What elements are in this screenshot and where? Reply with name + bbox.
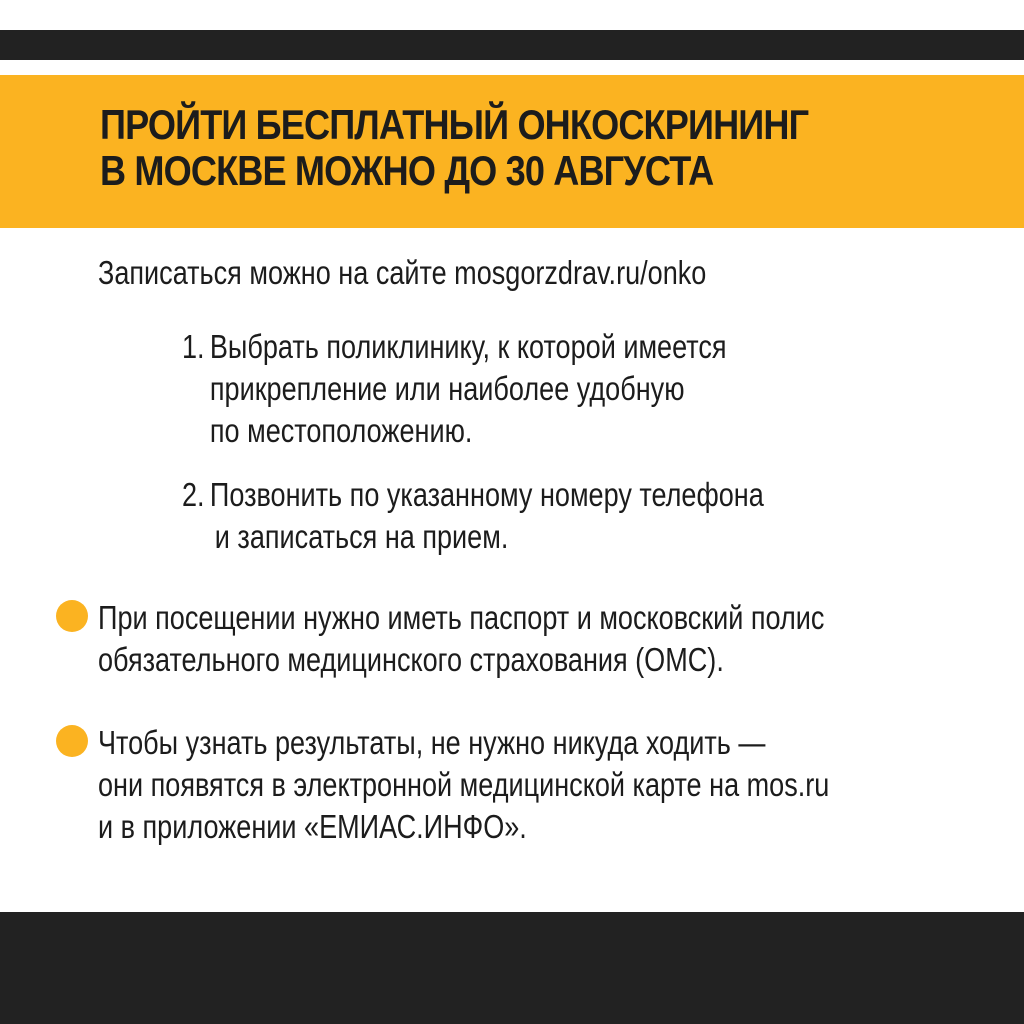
step-1-number: 1. [182, 328, 205, 365]
step-1 [182, 326, 727, 452]
bottom-dark-bar [0, 912, 1024, 1024]
bullet-dot-icon [56, 725, 88, 757]
intro-text: Записаться можно на сайте mosgorzdrav.ru/onko [98, 254, 707, 291]
step-2-number: 2. [182, 476, 205, 513]
bullet-1-line-1: При посещении нужно иметь паспорт и московский полис [98, 599, 825, 636]
step-1-line-3: по местоположению. [209, 412, 473, 449]
bullet-2-line-3: и в приложении «ЕМИАС.ИНФО». [98, 808, 527, 845]
page-title [100, 102, 874, 194]
top-dark-bar [0, 30, 1024, 60]
bullet-dot-icon [56, 600, 88, 632]
step-2-line-2: и записаться на прием. [214, 518, 509, 555]
step-1-line-2: прикрепление или наиболее удобную [209, 370, 685, 407]
step-2-line-1: Позвонить по указанному номеру телефона [209, 476, 764, 513]
bullet-1-line-2: обязательного медицинского страхования (ОМС). [98, 641, 724, 678]
bullet-2-line-2: они появятся в электронной медицинской карте на mos.ru [98, 766, 830, 803]
title-line-1: ПРОЙТИ БЕСПЛАТНЫЙ ОНКОСКРИНИНГ [100, 101, 809, 148]
title-line-2: В МОСКВЕ МОЖНО ДО 30 АВГУСТА [100, 147, 714, 194]
bullet-item-documents [98, 597, 824, 681]
step-1-line-1: Выбрать поликлинику, к которой имеется [209, 328, 727, 365]
bullet-2-line-1: Чтобы узнать результаты, не нужно никуда ходить — [98, 724, 766, 761]
step-2 [182, 474, 764, 558]
bullet-item-results [98, 722, 829, 848]
